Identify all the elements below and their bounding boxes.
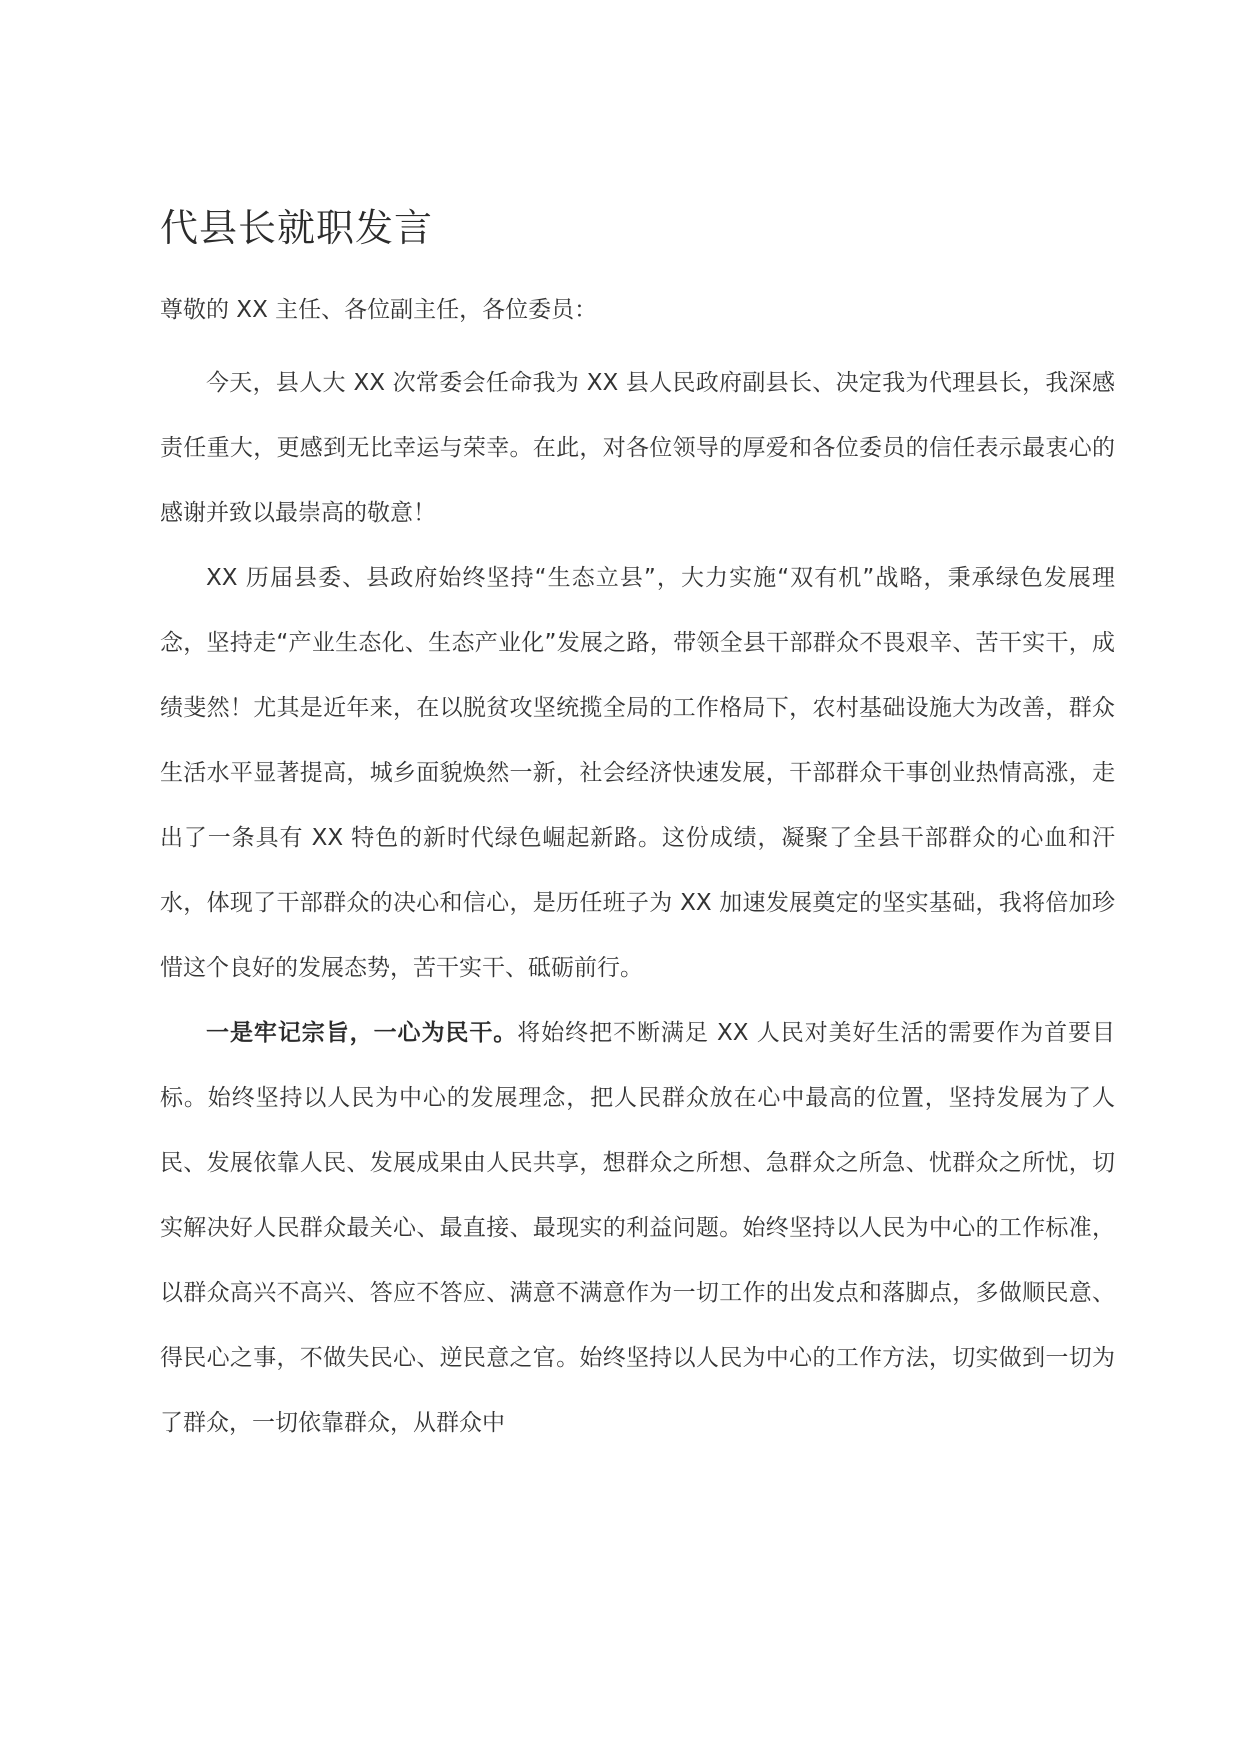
paragraph-text: 今天，县人大 XX 次常委会任命我为 XX 县人民政府副县长、决定我为代理县长，我深感责任重大，更感到无比幸运与荣幸。在此，对各位领导的厚爱和各位委员的信任表示最衷心的感谢并致以最崇高的敬意！ [160,370,1115,526]
paragraph-achievements [160,546,1115,1001]
paragraph-appointment [160,351,1115,546]
salutation: 尊敬的 XX 主任、各位副主任，各位委员： [160,297,598,323]
paragraph-text: 将始终把不断满足 XX 人民对美好生活的需要作为首要目标。始终坚持以人民为中心的发展理念，把人民群众放在心中最高的位置，坚持发展为了人民、发展依靠人民、发展成果由人民共享，想群众之所想、急群众之所急、忧群众之所忧，切实解决好人民群众最关心、最直接、最现实的利益问题。始终坚持以人民为中心的工作标准，以群众高兴不高兴、答应不答应、满意不满意作为一切工作的出发点和落脚点，多做顺民意、得民心之事，不做失民心、逆民意之官。始终坚持以人民为中心的工作方法，切实做到一切为了群众，一切依靠群众，从群众中 [160,1020,1115,1436]
paragraph-commitment-one [160,1001,1115,1456]
paragraph-lead: 一是牢记宗旨，一心为民干。 [206,1020,518,1046]
document-title: 代县长就职发言 [160,206,434,250]
paragraph-text: XX 历届县委、县政府始终坚持“生态立县”，大力实施“双有机”战略，秉承绿色发展理念，坚持走“产业生态化、生态产业化”发展之路，带领全县干部群众不畏艰辛、苦干实干，成绩斐然！尤其是近年来，在以脱贫攻坚统揽全局的工作格局下，农村基础设施大为改善，群众生活水平显著提高，城乡面貌焕然一新，社会经济快速发展，干部群众干事创业热情高涨，走出了一条具有 XX 特色的新时代绿色崛起新路。这份成绩，凝聚了全县干部群众的心血和汗水，体现了干部群众的决心和信心，是历任班子为 XX 加速发展奠定的坚实基础，我将倍加珍惜这个良好的发展态势，苦干实干、砥砺前行。 [160,565,1115,981]
document-body [160,198,1115,1456]
